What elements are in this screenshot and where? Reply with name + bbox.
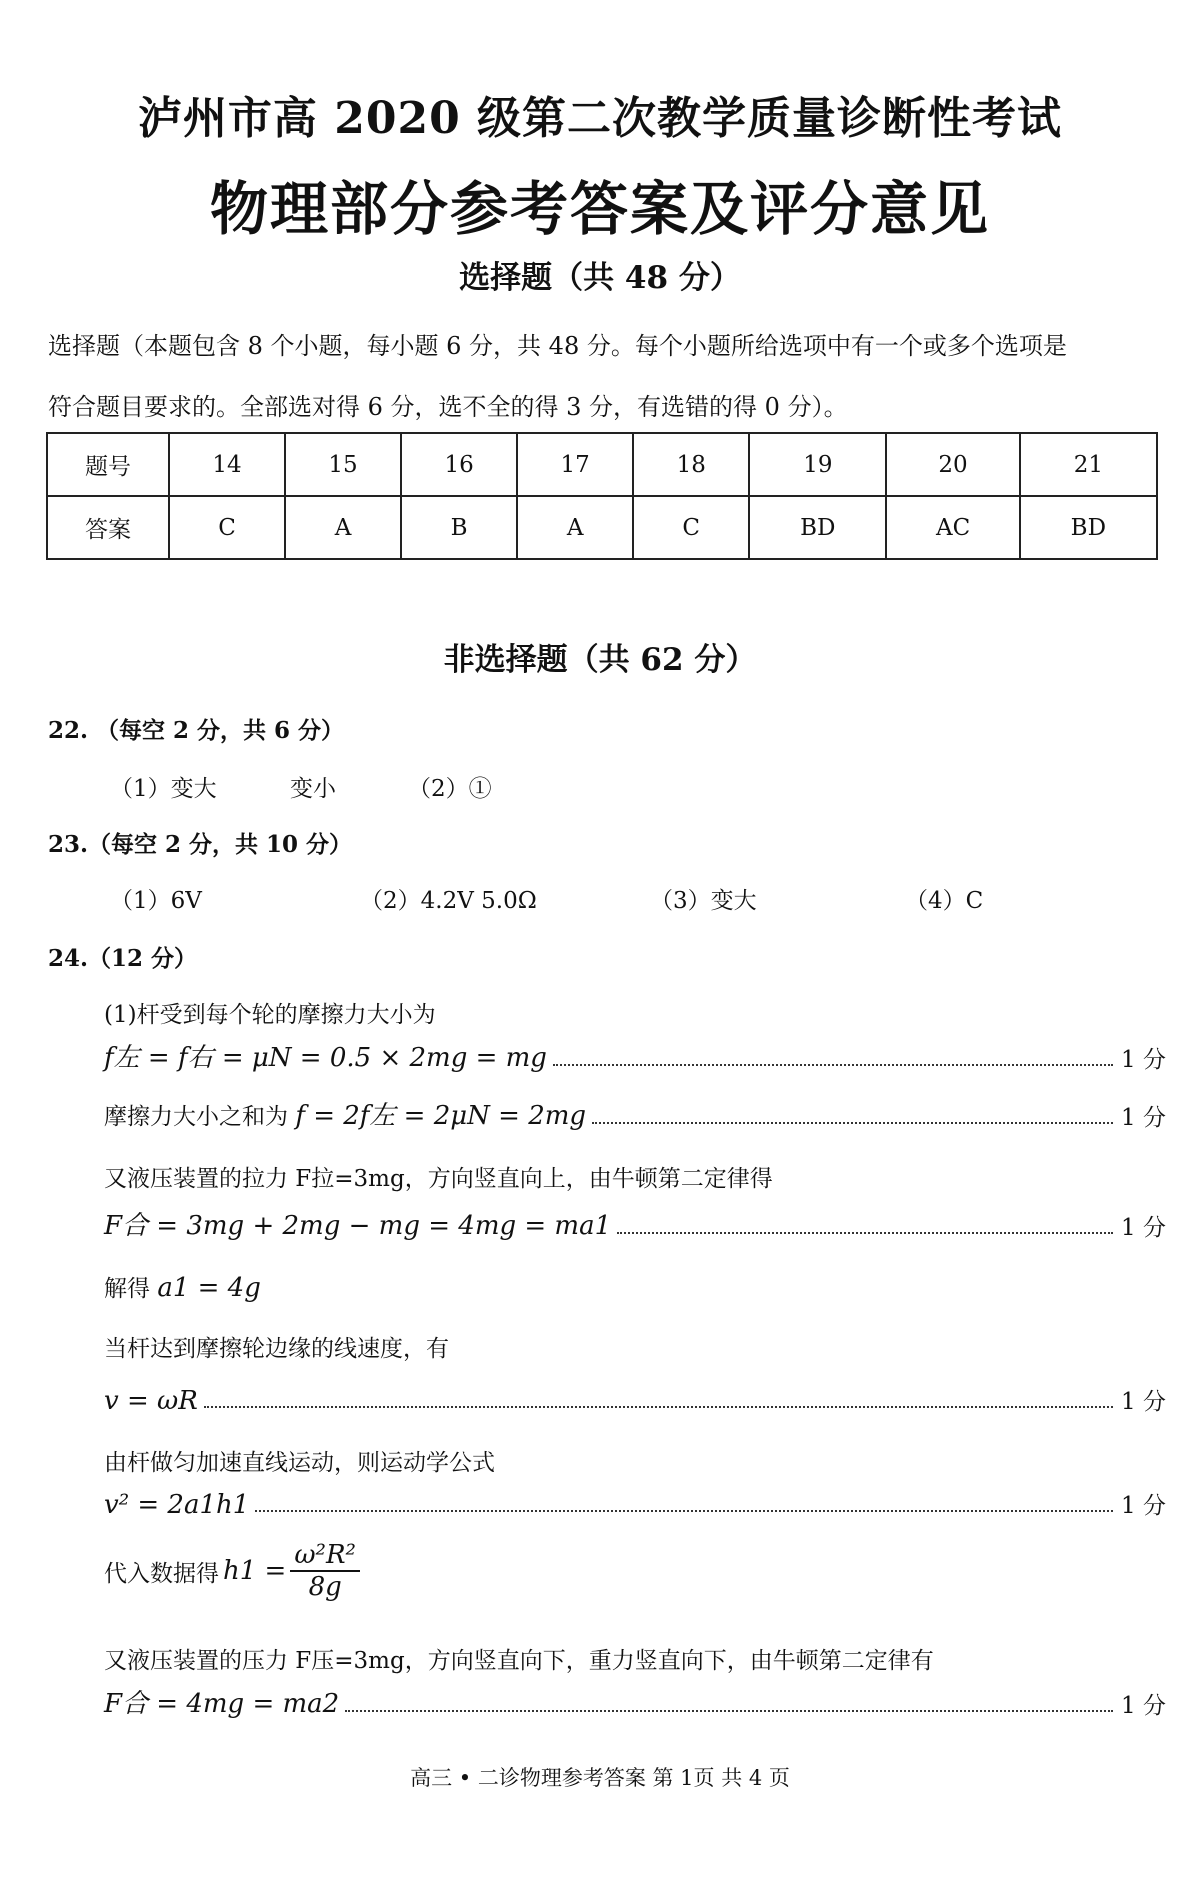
answer-table-answer-row: [47, 496, 1157, 559]
question-number-cell: 20: [886, 433, 1019, 496]
q22-answer-2: 变小: [290, 776, 336, 802]
q23-answer-3: （3）变大: [650, 888, 757, 914]
answer-table: [46, 432, 1158, 560]
q24-equation-8-row: [104, 1686, 1166, 1720]
q24-equation-5: v = ωR: [104, 1386, 198, 1416]
q24-equation-7-lhs: h1 =: [223, 1556, 287, 1586]
q24-equation-2-row: [104, 1098, 1166, 1132]
q22-answer-3: （2）①: [408, 776, 492, 802]
q24-equation-8: F合 = 4mg = ma2: [104, 1689, 340, 1719]
answer-cell: BD: [1020, 496, 1157, 559]
row-label-number: 题号: [47, 433, 169, 496]
answer-table-number-row: [47, 433, 1157, 496]
q24-equation-1-row: [104, 1040, 1166, 1074]
dot-leader: [255, 1510, 1113, 1512]
q24-equation-3-row: [104, 1208, 1166, 1242]
question-number-cell: 15: [285, 433, 401, 496]
q23-header: 23.（每空 2 分，共 10 分）: [48, 831, 353, 858]
q24-line-4-prefix: 解得: [104, 1276, 150, 1302]
q24-equation-3: F合 = 3mg + 2mg − mg = 4mg = ma1: [104, 1211, 612, 1241]
nonchoice-section-heading: 非选择题（共 62 分）: [443, 642, 757, 678]
choice-intro-line-2: 符合题目要求的。全部选对得 6 分，选不全的得 3 分，有选错的得 0 分）。: [48, 393, 848, 421]
q24-line-7-prefix: 代入数据得: [104, 1560, 219, 1587]
question-number-cell: 16: [401, 433, 517, 496]
q24-line-1: (1)杆受到每个轮的摩擦力大小为: [104, 1002, 436, 1028]
dot-leader: [617, 1232, 1113, 1234]
answer-cell: B: [401, 496, 517, 559]
q24-equation-2: f = 2f左 = 2μN = 2mg: [295, 1101, 587, 1131]
question-number-cell: 19: [749, 433, 886, 496]
q24-equation-5-row: [104, 1382, 1166, 1416]
q24-equation-2-label: [104, 1095, 586, 1132]
score-points: 1 分: [1121, 1493, 1166, 1519]
document-title: 物理部分参考答案及评分意见: [209, 175, 990, 243]
q24-equation-7-fraction: [290, 1540, 360, 1602]
q24-equation-4: a1 = 4g: [157, 1273, 261, 1303]
question-number-cell: 18: [633, 433, 749, 496]
q24-line-6: 由杆做匀加速直线运动，则运动学公式: [104, 1450, 495, 1476]
q24-line-8: 又液压装置的压力 F压=3mg，方向竖直向下，重力竖直向下，由牛顿第二定律有: [104, 1648, 934, 1674]
fraction-denominator: 8g: [308, 1572, 342, 1602]
dot-leader: [204, 1406, 1113, 1408]
answer-cell: BD: [749, 496, 886, 559]
dot-leader: [592, 1122, 1113, 1124]
exam-title: 泸州市高 2020 级第二次教学质量诊断性考试: [137, 93, 1063, 144]
score-points: 1 分: [1121, 1389, 1166, 1415]
answer-cell: C: [169, 496, 285, 559]
q23-answer-2: （2）4.2V 5.0Ω: [360, 888, 537, 914]
q22-header: 22. （每空 2 分，共 6 分）: [48, 717, 345, 744]
q24-equation-2-prefix: 摩擦力大小之和为: [104, 1104, 288, 1130]
q24-equation-6: v² = 2a1h1: [104, 1490, 250, 1520]
answer-cell: A: [517, 496, 633, 559]
q22-answer-1: （1）变大: [110, 776, 217, 802]
score-points: 1 分: [1121, 1215, 1166, 1241]
q24-line-5: 当杆达到摩擦轮边缘的线速度，有: [104, 1336, 449, 1362]
row-label-answer: 答案: [47, 496, 169, 559]
score-points: 1 分: [1121, 1693, 1166, 1719]
q24-equation-1: f左 = f右 = μN = 0.5 × 2mg = mg: [104, 1043, 547, 1073]
choice-section-heading: 选择题（共 48 分）: [459, 260, 741, 296]
answer-cell: A: [285, 496, 401, 559]
q24-line-4: [104, 1270, 261, 1303]
q24-line-7: [104, 1540, 360, 1602]
choice-intro-line-1: 选择题（本题包含 8 个小题，每小题 6 分，共 48 分。每个小题所给选项中有一个或多个选项是: [48, 332, 1067, 360]
answer-cell: C: [633, 496, 749, 559]
q24-header: 24.（12 分）: [48, 945, 198, 972]
q23-answer-1: （1）6V: [110, 888, 202, 914]
dot-leader: [553, 1064, 1113, 1066]
q24-line-3: 又液压装置的拉力 F拉=3mg，方向竖直向上，由牛顿第二定律得: [104, 1166, 773, 1192]
score-points: 1 分: [1121, 1047, 1166, 1073]
fraction-numerator: ω²R²: [290, 1540, 360, 1572]
question-number-cell: 21: [1020, 433, 1157, 496]
q24-equation-6-row: [104, 1486, 1166, 1520]
page-footer: 高三 • 二诊物理参考答案 第 1页 共 4 页: [410, 1766, 790, 1790]
q23-answer-4: （4）C: [905, 888, 984, 914]
question-number-cell: 17: [517, 433, 633, 496]
dot-leader: [345, 1710, 1113, 1712]
score-points: 1 分: [1121, 1105, 1166, 1131]
question-number-cell: 14: [169, 433, 285, 496]
answer-cell: AC: [886, 496, 1019, 559]
